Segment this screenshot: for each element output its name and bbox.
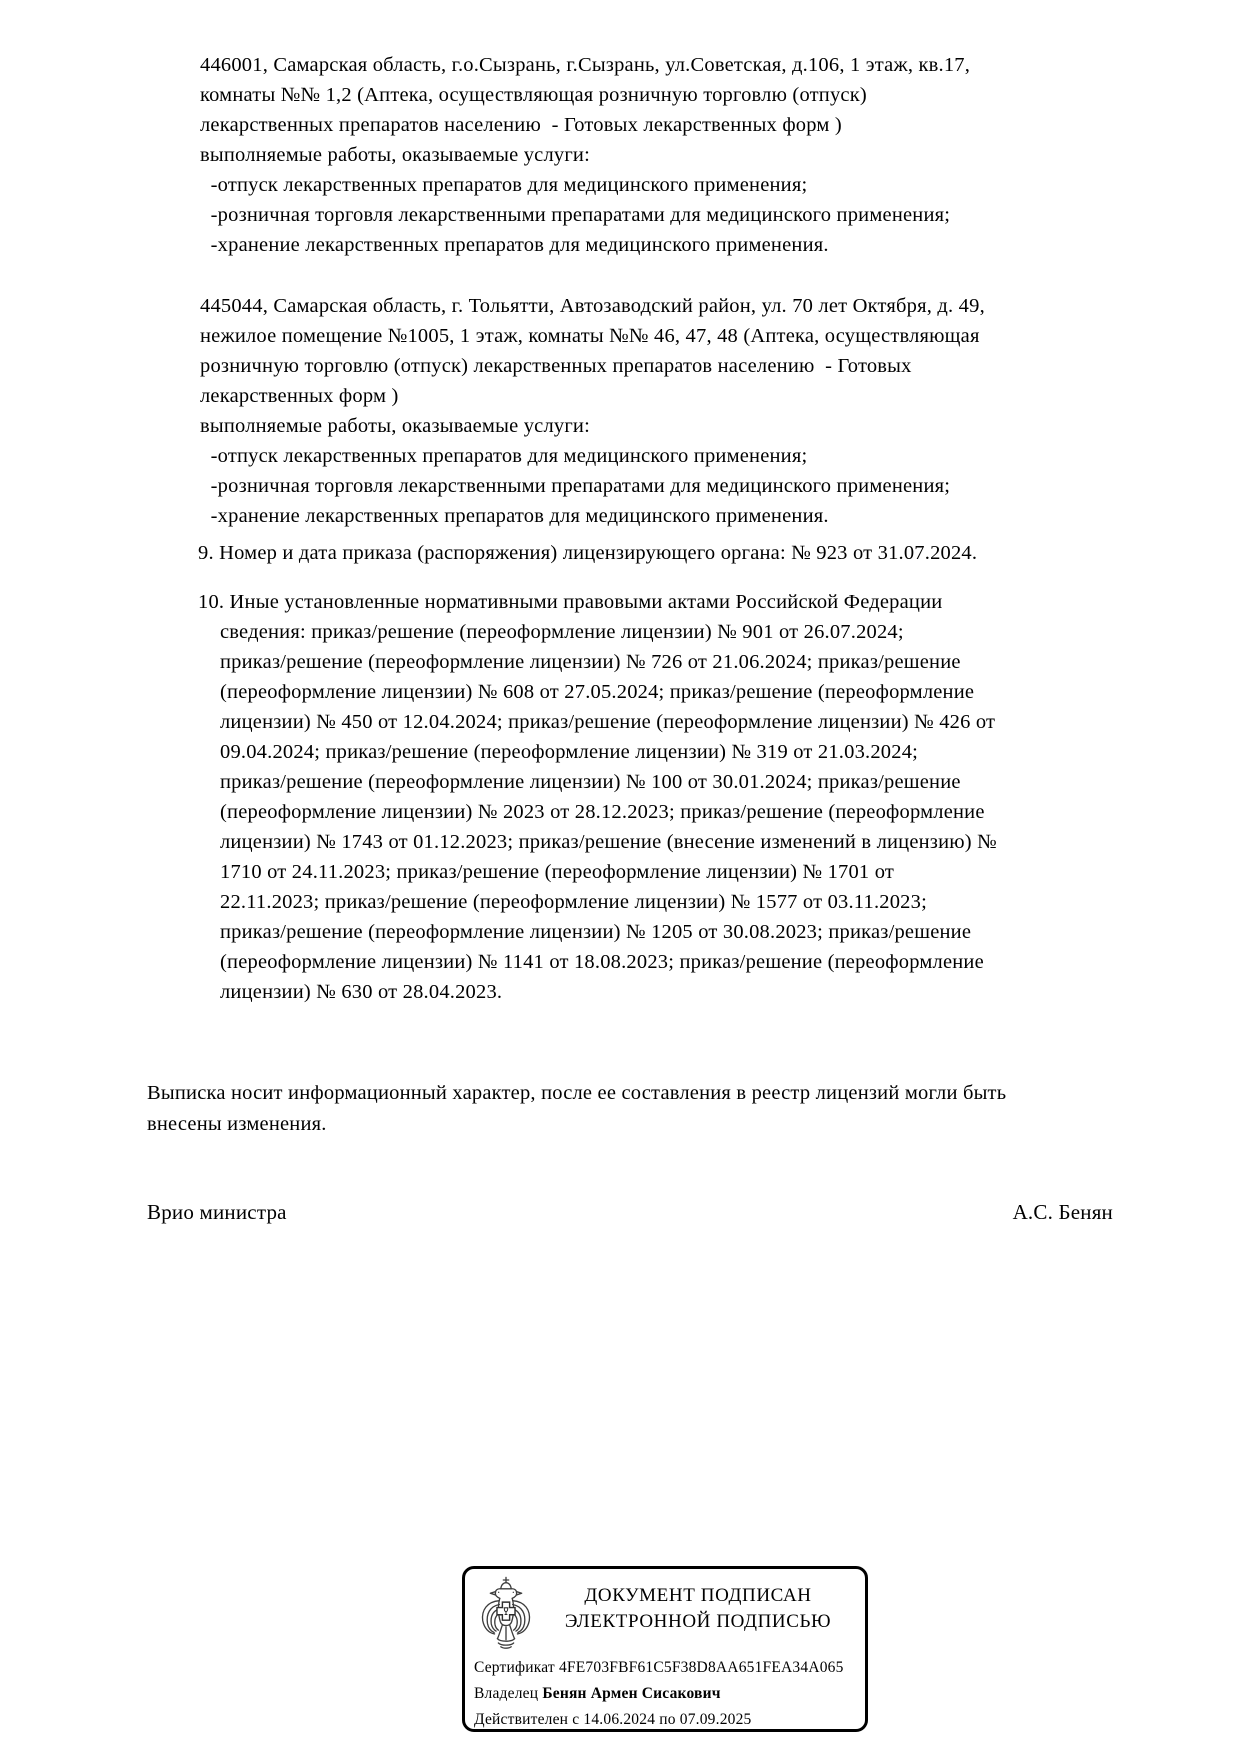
text-line: лекарственных форм ) <box>200 385 399 407</box>
item-9-order-number <box>198 538 977 568</box>
stamp-details <box>474 1655 859 1733</box>
signature-row <box>147 1198 1113 1226</box>
stamp-owner-line <box>474 1681 859 1707</box>
text-line: сведения: приказ/решение (переоформление лицензии) № 901 от 26.07.2024; <box>220 621 904 643</box>
text-line: -розничная торговля лекарственными препаратами для медицинского применения; <box>200 204 951 226</box>
stamp-title <box>537 1583 859 1635</box>
owner-label: Владелец <box>474 1685 543 1702</box>
text-line: приказ/решение (переоформление лицензии) № 1205 от 30.08.2023; приказ/решение <box>220 921 972 943</box>
text-line: 09.04.2024; приказ/решение (переоформление лицензии) № 319 от 21.03.2024; <box>220 741 919 763</box>
text-line: выполняемые работы, оказываемые услуги: <box>200 415 590 437</box>
stamp-validity-line <box>474 1707 859 1733</box>
text-line: комнаты №№ 1,2 (Аптека, осуществляющая розничную торговлю (отпуск) <box>200 84 867 106</box>
text-line: лицензии) № 450 от 12.04.2024; приказ/решение (переоформление лицензии) № 426 от <box>220 711 996 733</box>
address-block-1 <box>200 50 970 260</box>
text-line: лекарственных препаратов населению - Готовых лекарственных форм ) <box>200 114 842 136</box>
validity-text: Действителен с 14.06.2024 по 07.09.2025 <box>474 1711 752 1728</box>
text-line: Выписка носит информационный характер, после ее составления в реестр лицензий могли быть <box>147 1082 1007 1104</box>
text-line: 1710 от 24.11.2023; приказ/решение (переоформление лицензии) № 1701 от <box>220 861 895 883</box>
text-line: нежилое помещение №1005, 1 этаж, комнаты №№ 46, 47, 48 (Аптека, осуществляющая <box>200 325 980 347</box>
text-line: ЭЛЕКТРОННОЙ ПОДПИСЬЮ <box>564 1611 832 1632</box>
text-line: 9. Номер и дата приказа (распоряжения) лицензирующего органа: № 923 от 31.07.2024. <box>198 542 978 564</box>
text-line: -отпуск лекарственных препаратов для медицинского применения; <box>200 174 808 196</box>
text-line: 445044, Самарская область, г. Тольятти, Автозаводский район, ул. 70 лет Октября, д. 49, <box>200 295 985 317</box>
certificate-label: Сертификат <box>474 1659 559 1676</box>
text-line: ДОКУМЕНТ ПОДПИСАН <box>584 1585 812 1606</box>
owner-name: Бенян Армен Сисакович <box>542 1685 721 1702</box>
text-line: лицензии) № 1743 от 01.12.2023; приказ/решение (внесение изменений в лицензию) № <box>220 831 997 853</box>
roszdravnadzor-eagle-icon <box>477 1576 535 1652</box>
text-line: -хранение лекарственных препаратов для медицинского применения. <box>200 234 829 256</box>
text-line: 10. Иные установленные нормативными правовыми актами Российской Федерации <box>198 591 943 613</box>
text-line: 446001, Самарская область, г.о.Сызрань, г.Сызрань, ул.Советская, д.106, 1 этаж, кв.17, <box>200 54 971 76</box>
text-line: приказ/решение (переоформление лицензии) № 100 от 30.01.2024; приказ/решение <box>220 771 961 793</box>
text-line: 22.11.2023; приказ/решение (переоформление лицензии) № 1577 от 03.11.2023; <box>220 891 927 913</box>
text-line: приказ/решение (переоформление лицензии) № 726 от 21.06.2024; приказ/решение <box>220 651 961 673</box>
text-line: выполняемые работы, оказываемые услуги: <box>200 144 590 166</box>
text-line: (переоформление лицензии) № 1141 от 18.08.2023; приказ/решение (переоформление <box>220 951 984 973</box>
stamp-certificate-line <box>474 1655 859 1681</box>
signatory-position: Врио министра <box>147 1200 287 1224</box>
text-line: (переоформление лицензии) № 608 от 27.05.2024; приказ/решение (переоформление <box>220 681 975 703</box>
item-10-other-info <box>198 587 997 1007</box>
electronic-signature-stamp <box>462 1566 868 1732</box>
text-line: лицензии) № 630 от 28.04.2023. <box>220 981 503 1003</box>
address-block-2 <box>200 291 985 531</box>
text-line: -розничная торговля лекарственными препаратами для медицинского применения; <box>200 475 951 497</box>
text-line: розничную торговлю (отпуск) лекарственных препаратов населению - Готовых <box>200 355 912 377</box>
text-line: внесены изменения. <box>147 1113 327 1135</box>
signatory-name: А.С. Бенян <box>1012 1200 1113 1224</box>
disclaimer-note <box>147 1078 1006 1140</box>
text-line: (переоформление лицензии) № 2023 от 28.12.2023; приказ/решение (переоформление <box>220 801 985 823</box>
text-line: -отпуск лекарственных препаратов для медицинского применения; <box>200 445 808 467</box>
text-line: -хранение лекарственных препаратов для медицинского применения. <box>200 505 829 527</box>
certificate-value: 4FE703FBF61C5F38D8AA651FEA34A065 <box>558 1659 844 1676</box>
